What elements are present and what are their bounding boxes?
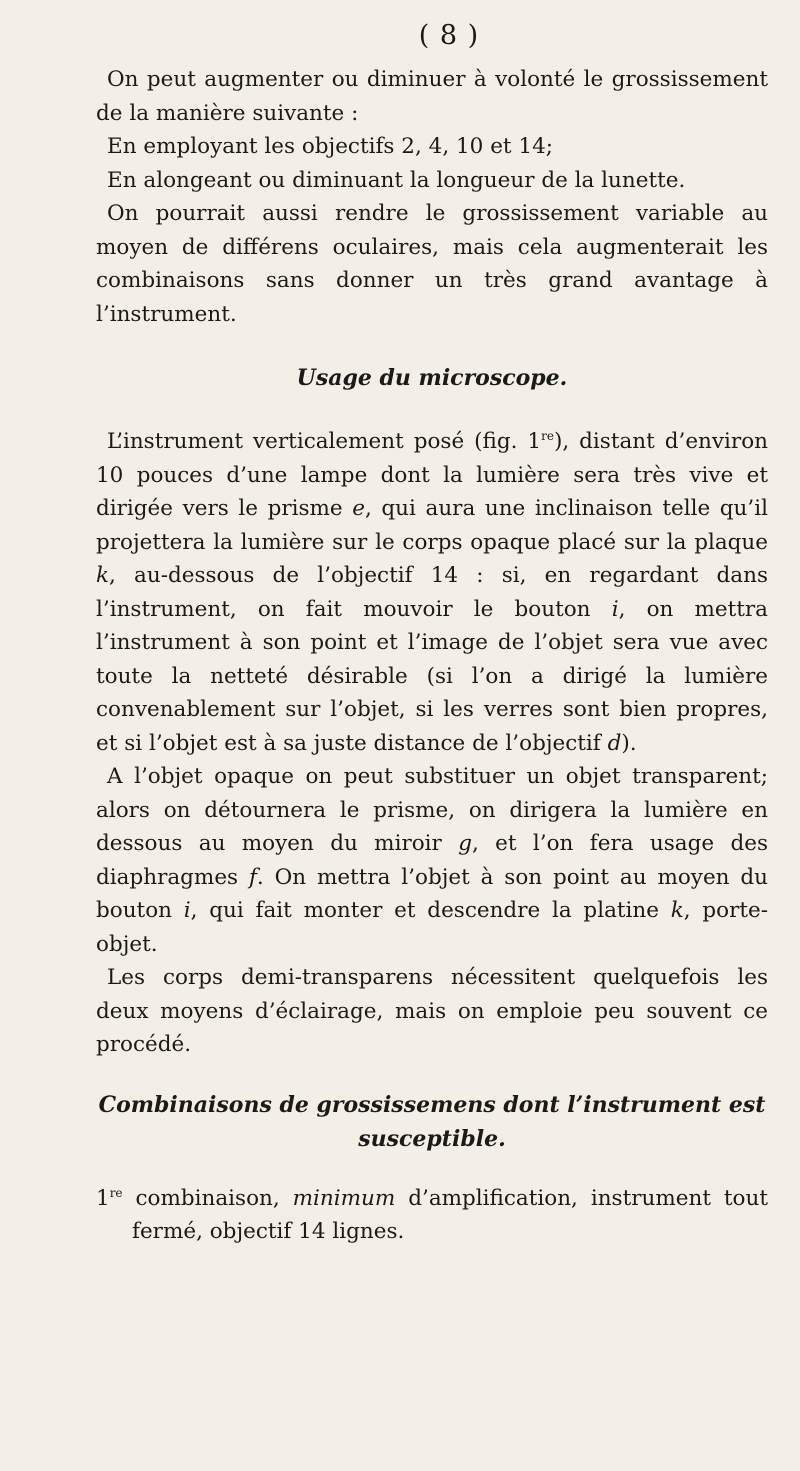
text-run: ), distant d’environ 10 pouces d’une lampe dont la lumière sera très vive et dirigée vers le prisme [96,429,768,521]
figure-letter: g [458,831,472,856]
text-run: combinaison, [122,1185,293,1211]
combination-item [96,1182,768,1249]
intro-paragraph: On peut augmenter ou diminuer à volonté le grossissement de la manière suivante : [96,67,768,126]
text-run: ). [621,730,637,756]
figure-letter: d [607,730,622,756]
figure-letter: i [611,596,619,622]
text-run: . On mettra l’objet à son point au moyen du bouton [96,864,768,923]
intro-paragraph: On pourrait aussi rendre le grossissement variable au moyen de différens oculaires, mais cela augmenterait les combinaisons sans donner un très grand avantage à l’instrument. [96,201,768,327]
superscript: re [541,428,554,443]
text-run: , au-dessous de l’objectif 14 : si, en regardant dans l’instrument, on fait mouvoir le bouton [96,563,768,622]
text-run: , on mettra l’instrument à son point et l’image de l’objet sera vue avec toute la netteté désirable (si l’on a dirigé la lumière convenablement sur l’objet, si les verres sont bien propres, et si l’objet est à sa juste distance de l’objectif [96,596,768,756]
text-run: , qui aura une inclinaison telle qu’il projettera la lumière sur le corps opaque placé sur la plaque [96,496,768,555]
text-run: , porte-objet. [96,898,768,957]
intro-list-item: En alongeant ou diminuant la longueur de la lunette. [107,167,686,193]
superscript: re [109,1185,123,1200]
text-run: , qui fait monter et descendre la platine [190,898,671,923]
body-paragraph [96,425,768,760]
figure-letter: e [352,496,365,521]
figure-letter: k [96,563,110,588]
text-run: L’instrument verticalement posé (fig. 1 [107,429,542,454]
figure-letter: k [670,898,684,923]
section-heading: Usage du microscope. [296,365,568,391]
text-run: A l’objet opaque on peut substituer un objet transparent; alors on détournera le prisme, on dirigera la lumière en dessous au moyen du miroir [96,764,768,856]
figure-letter: f [248,864,257,890]
intro-list-item: En employant les objectifs 2, 4, 10 et 14; [107,134,553,159]
italic-term: minimum [292,1185,396,1211]
page-number: ( 8 ) [418,20,480,51]
document-page [96,20,768,1249]
body-paragraph [96,760,768,961]
item-number: 1 [96,1185,110,1211]
text-run: d’amplification, instrument tout fermé, objectif 14 lignes. [132,1185,768,1244]
figure-letter: i [183,898,191,923]
body-paragraph: Les corps demi-transparens nécessitent quelquefois les deux moyens d’éclairage, mais on emploie peu souvent ce procédé. [96,965,768,1057]
text-run: , et l’on fera usage des diaphragmes [96,831,769,890]
section-heading: Combinaisons de grossissemens dont l’instrument est susceptible. [98,1091,766,1152]
